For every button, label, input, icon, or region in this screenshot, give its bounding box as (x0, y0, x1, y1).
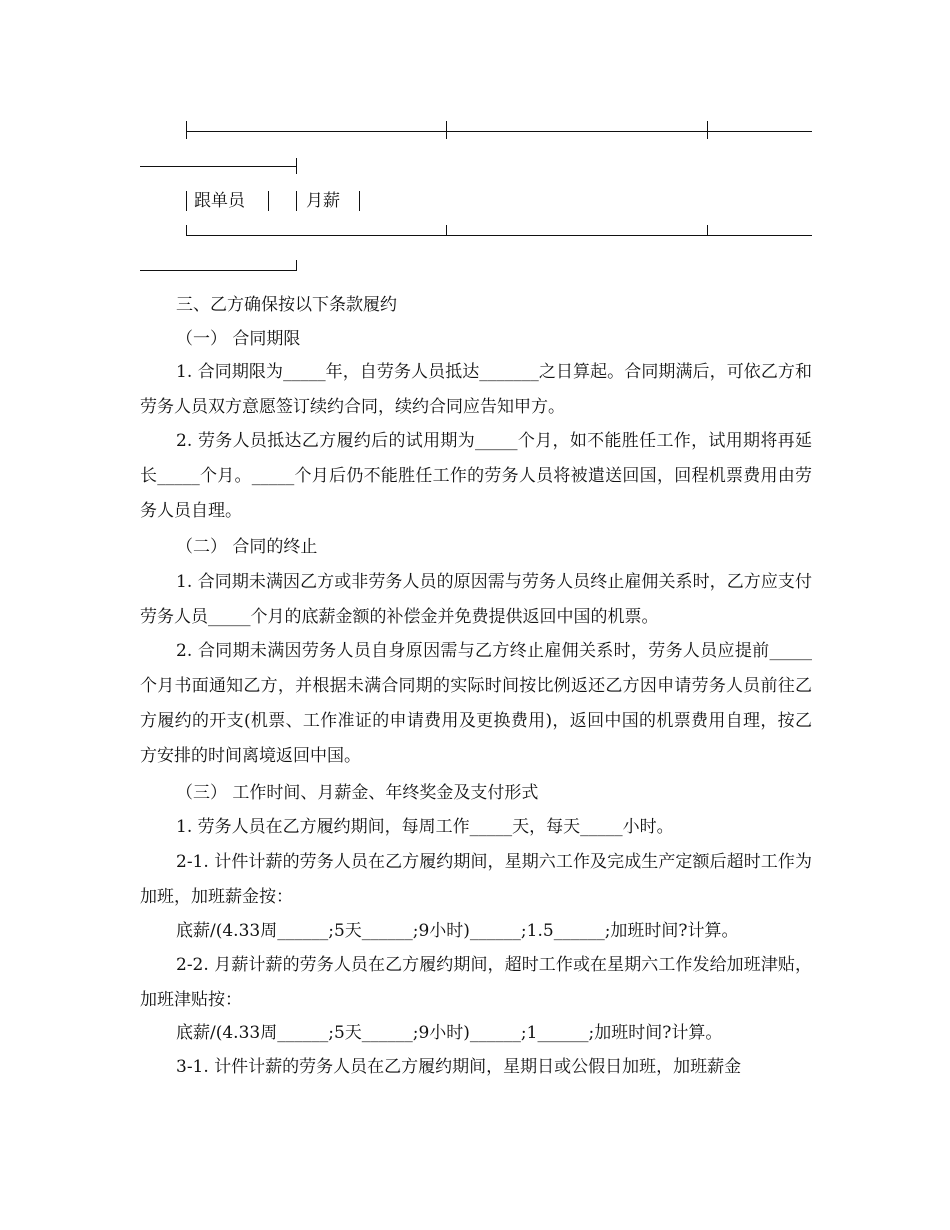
table-tick (186, 121, 187, 139)
table-tick (446, 225, 447, 236)
table-tick (707, 121, 708, 139)
clause-probation: 2. 劳务人员抵达乙方履约后的试用期为_____个月，如不能胜任工作，试用期将再延长_____个月。_____个月后仍不能胜任工作的劳务人员将被遣送回国，回程机票费用由劳务人员自理。 (140, 431, 812, 521)
section-title: 三、乙方确保按以下条款履约 (176, 295, 397, 315)
clause-termination-employer: 1. 合同期未满因乙方或非劳务人员的原因需与劳务人员终止雇佣关系时，乙方应支付劳务人员_____个月的底薪金额的补偿金并免费提供返回中国的机票。 (140, 572, 812, 627)
table-bottom-rule (186, 235, 812, 236)
formula-overtime-piecework: 底薪/(4.33周______;5天______;9小时)______;1.5______;加班时间?计算。 (176, 921, 739, 941)
table-top-rule (186, 131, 812, 132)
table-tick (707, 225, 708, 236)
table-cell-job-title: 跟单员 (194, 191, 245, 211)
cell-border (359, 191, 360, 211)
subsection-heading-hours-pay: （三） 工作时间、月薪金、年终奖金及支付形式 (176, 783, 539, 803)
subsection-heading-termination: （二） 合同的终止 (176, 537, 318, 557)
clause-working-hours: 1. 劳务人员在乙方履约期间，每周工作_____天，每天_____小时。 (176, 817, 674, 837)
cell-border (186, 191, 187, 211)
table-tick (296, 158, 297, 174)
table-bottom-rule-continued (140, 270, 296, 271)
clause-termination-worker: 2. 合同期未满因劳务人员自身原因需与乙方终止雇佣关系时，劳务人员应提前_____个月书面通知乙方，并根据未满合同期的实际时间按比例返还乙方因申请劳务人员前往乙方履约的开支(机票、工作准证的申请费用及更换费用)，返回中国的机票费用自理，按乙方安排的时间离境返回中国。 (140, 641, 812, 766)
clause-overtime-piecework: 2-1. 计件计薪的劳务人员在乙方履约期间，星期六工作及完成生产定额后超时工作为加班，加班薪金按： (140, 852, 812, 907)
table-cell-monthly-salary: 月薪 (306, 191, 340, 211)
subsection-heading-term: （一） 合同期限 (176, 329, 301, 349)
table-top-rule-continued (140, 166, 296, 167)
clause-overtime-monthly: 2-2. 月薪计薪的劳务人员在乙方履约期间，超时工作或在星期六工作发给加班津贴，加班津贴按： (140, 955, 812, 1010)
table-tick (296, 260, 297, 271)
cell-border (268, 191, 269, 211)
clause-term-period: 1. 合同期限为_____年，自劳务人员抵达_______之日算起。合同期满后，可依乙方和劳务人员双方意愿签订续约合同，续约合同应告知甲方。 (140, 362, 812, 417)
clause-holiday-overtime: 3-1. 计件计薪的劳务人员在乙方履约期间，星期日或公假日加班，加班薪金 (176, 1057, 742, 1077)
cell-border (296, 191, 297, 211)
table-tick (186, 225, 187, 236)
table-tick (446, 121, 447, 139)
formula-overtime-monthly: 底薪/(4.33周______;5天______;9小时)______;1______;加班时间?计算。 (176, 1023, 723, 1043)
